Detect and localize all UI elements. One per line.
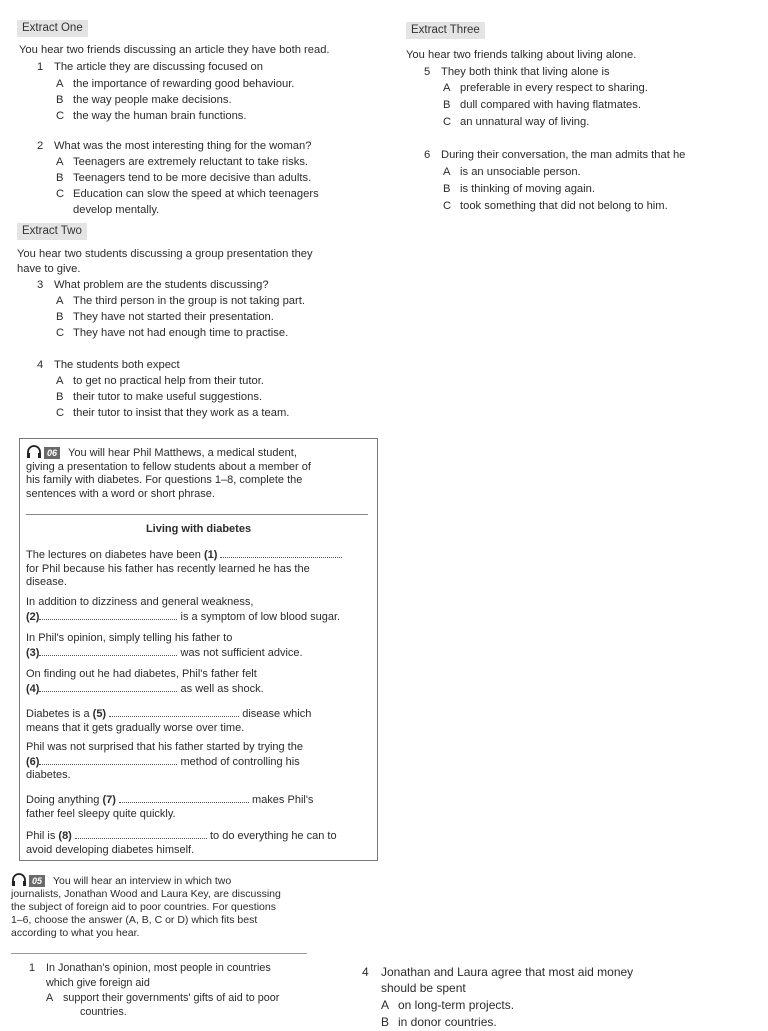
question-stem: What was the most interesting thing for the woman? bbox=[54, 140, 312, 152]
option-a: A on long-term projects. bbox=[381, 998, 515, 1012]
sentence-7: Doing anything (7) makes Phil's father feel sleepy quite quickly. bbox=[26, 794, 314, 820]
extract-three-intro: You hear two friends talking about living alone. bbox=[406, 49, 637, 61]
question-stem-cont: should be spent bbox=[381, 981, 466, 995]
option-b: B Teenagers tend to be more decisive than adults. bbox=[56, 172, 312, 184]
divider bbox=[11, 953, 307, 954]
answer-gap[interactable] bbox=[109, 707, 239, 717]
question-number: 6 bbox=[424, 149, 431, 161]
option-b: B is thinking of moving again. bbox=[443, 183, 595, 195]
option-b: B in donor countries. bbox=[381, 1015, 497, 1029]
answer-gap[interactable] bbox=[75, 829, 207, 839]
sentence-2: In addition to dizziness and general weakness, (2) is a symptom of low blood sugar. bbox=[26, 596, 341, 623]
sentence-8: Phil is (8) to do everything he can to avoid developing diabetes himself. bbox=[26, 830, 337, 856]
option-b: B the way people make decisions. bbox=[56, 94, 232, 106]
sentence-3: In Phil's opinion, simply telling his father to (3) was not sufficient advice. bbox=[26, 632, 303, 659]
box-instructions: 06 You will hear Phil Matthews, a medical student, giving a presentation to fellow students about a member of his family with diabetes. For questions 1–8, complete the sentences with a word or short phrase. bbox=[26, 447, 311, 500]
question-stem: In Jonathan's opinion, most people in countries bbox=[46, 962, 271, 974]
sentence-4: On finding out he had diabetes, Phil's father felt (4) as well as shock. bbox=[26, 668, 264, 695]
answer-gap[interactable] bbox=[220, 548, 342, 558]
option-a: A is an unsociable person. bbox=[443, 166, 581, 178]
answer-gap[interactable] bbox=[39, 646, 177, 656]
question-number: 5 bbox=[424, 66, 431, 78]
question-number: 2 bbox=[37, 140, 44, 152]
option-a: A to get no practical help from their tutor. bbox=[56, 375, 264, 387]
option-b: B their tutor to make useful suggestions. bbox=[56, 391, 263, 403]
option-a-cont: countries. bbox=[80, 1006, 127, 1018]
question-number: 1 bbox=[37, 61, 44, 73]
question-stem: They both think that living alone is bbox=[441, 66, 610, 78]
option-c: C their tutor to insist that they work as a team. bbox=[56, 407, 290, 419]
question-number: 4 bbox=[362, 965, 369, 979]
option-c: C the way the human brain functions. bbox=[56, 110, 247, 122]
question-stem: The students both expect bbox=[54, 359, 180, 371]
question-stem: What problem are the students discussing? bbox=[54, 279, 269, 291]
question-number: 4 bbox=[37, 359, 44, 371]
sentence-1: The lectures on diabetes have been (1) for Phil because his father has recently learned he has the disease. bbox=[26, 548, 374, 590]
multiple-choice-instructions: 05 You will hear an interview in which two journalists, Jonathan Wood and Laura Key, are discussing the subject of foreign aid to poor countries. For questions 1–6, choose the answer (A, B, C or D) which fits best according to what you hear. bbox=[11, 875, 281, 939]
question-stem-cont: which give foreign aid bbox=[46, 977, 150, 989]
option-a: A Teenagers are extremely reluctant to take risks. bbox=[56, 156, 309, 168]
extract-two-intro: You hear two students discussing a group presentation they bbox=[17, 248, 313, 260]
sentence-completion-box bbox=[19, 438, 378, 861]
option-c: C They have not had enough time to practise. bbox=[56, 327, 289, 339]
divider bbox=[26, 514, 368, 515]
option-c: C Education can slow the speed at which teenagers develop mentally. bbox=[56, 188, 319, 216]
option-b: B dull compared with having flatmates. bbox=[443, 99, 641, 111]
extract-one-label: Extract One bbox=[17, 20, 88, 37]
question-number: 1 bbox=[29, 962, 36, 974]
track-number: 05 bbox=[29, 875, 45, 887]
option-b: B They have not started their presentation. bbox=[56, 311, 274, 323]
headphones-icon bbox=[11, 873, 27, 886]
extract-three-label: Extract Three bbox=[406, 22, 485, 39]
question-stem: Jonathan and Laura agree that most aid money bbox=[381, 965, 634, 979]
extract-two-label: Extract Two bbox=[17, 223, 87, 240]
option-c: C took something that did not belong to him. bbox=[443, 200, 668, 212]
question-stem: During their conversation, the man admits that he bbox=[441, 149, 686, 161]
question-number: 3 bbox=[37, 279, 44, 291]
headphones-icon bbox=[26, 445, 42, 458]
sentence-6: Phil was not surprised that his father started by trying the (6) method of controlling his diabetes. bbox=[26, 741, 303, 781]
answer-gap[interactable] bbox=[119, 793, 249, 803]
answer-gap[interactable] bbox=[39, 610, 177, 620]
answer-gap[interactable] bbox=[39, 682, 177, 692]
option-a: A preferable in every respect to sharing. bbox=[443, 82, 648, 94]
option-a: A support their governments' gifts of aid to poor bbox=[46, 992, 280, 1004]
option-a: A the importance of rewarding good behaviour. bbox=[56, 78, 295, 90]
extract-one-intro: You hear two friends discussing an article they have both read. bbox=[19, 44, 330, 56]
question-stem: The article they are discussing focused on bbox=[54, 61, 263, 73]
track-number: 06 bbox=[44, 447, 60, 459]
option-c: C an unnatural way of living. bbox=[443, 116, 590, 128]
extract-two-intro-cont: have to give. bbox=[17, 263, 81, 275]
option-a: A The third person in the group is not taking part. bbox=[56, 295, 305, 307]
task-title: Living with diabetes bbox=[145, 523, 252, 535]
answer-gap[interactable] bbox=[39, 755, 177, 765]
sentence-5: Diabetes is a (5) disease which means that it gets gradually worse over time. bbox=[26, 708, 312, 734]
